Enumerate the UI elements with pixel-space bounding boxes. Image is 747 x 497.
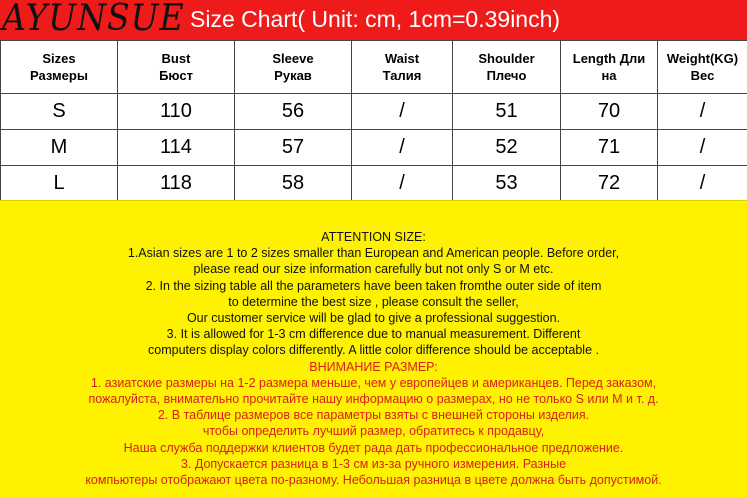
table-row — [1, 166, 747, 202]
column-header-sleeve: Sleeve Рукав — [235, 41, 352, 94]
table-cell: / — [352, 166, 453, 202]
table-cell: 72 — [561, 166, 658, 202]
column-header-waist: Waist Талия — [352, 41, 453, 94]
column-header-shoulder: Shoulder Плечо — [453, 41, 561, 94]
table-cell: 56 — [235, 94, 352, 130]
notice-line-ru: пожалуйста, внимательно прочитайте нашу информацию о размерах, но не только S или M и т. д. — [88, 392, 659, 407]
notice-line: 1.Asian sizes are 1 to 2 sizes smaller than European and American people. Before order, — [127, 246, 620, 261]
table-row — [1, 130, 747, 166]
notice-line-ru: 3. Допускается разница в 1-3 см из-за ручного измерения. Разные — [180, 456, 567, 471]
table-cell: 51 — [453, 94, 561, 130]
notice-line-ru: компьютеры отображают цвета по-разному. Небольшая разница в цвете должна быть допустимой. — [85, 473, 662, 488]
table-cell: M — [1, 130, 118, 166]
table-cell: 110 — [118, 94, 235, 130]
notice-line: computers display colors differently. A little color difference should be acceptable . — [148, 343, 599, 358]
column-header-bust: Bust Бюст — [118, 41, 235, 94]
notice-line: 2. In the sizing table all the parameters have been taken fromthe outer side of item — [145, 278, 602, 293]
column-header-size: Sizes Размеры — [1, 41, 118, 94]
column-header-length: Length Дли на — [561, 41, 658, 94]
column-header-weight: Weight(KG) Вес — [658, 41, 747, 94]
table-cell: 70 — [561, 94, 658, 130]
table-cell: 58 — [235, 166, 352, 202]
table-cell: 71 — [561, 130, 658, 166]
brand-logo-text: AYUNSUE — [2, 0, 185, 39]
notice-line: to determine the best size , please consult the seller, — [228, 294, 519, 309]
table-cell: 114 — [118, 130, 235, 166]
table-cell: / — [352, 94, 453, 130]
notice-line: ATTENTION SIZE: — [321, 230, 426, 244]
size-chart-header — [0, 0, 747, 40]
table-cell: L — [1, 166, 118, 202]
notice-line-ru: ВНИМАНИЕ РАЗМЕР: — [309, 359, 438, 374]
table-cell: 52 — [453, 130, 561, 166]
notice-line-ru: 1. азиатские размеры на 1-2 размера меньше, чем у европейцев и американцев. Перед заказом, — [90, 375, 657, 390]
size-notice-panel — [0, 200, 747, 497]
size-table — [0, 40, 747, 202]
notice-line: please read our size information carefully but not only S or M etc. — [193, 262, 554, 277]
table-header-row — [1, 41, 747, 94]
table-cell: / — [658, 94, 747, 130]
table-cell: 118 — [118, 166, 235, 202]
table-cell: / — [658, 130, 747, 166]
table-cell: S — [1, 94, 118, 130]
notice-line: Our customer service will be glad to give a professional suggestion. — [186, 311, 561, 326]
table-row — [1, 94, 747, 130]
table-cell: / — [658, 166, 747, 202]
table-cell: 57 — [235, 130, 352, 166]
notice-line-ru: 2. В таблице размеров все параметры взяты с внешней стороны изделия. — [157, 408, 590, 423]
table-cell: 53 — [453, 166, 561, 202]
size-chart-title: Size Chart( Unit: cm, 1cm=0.39inch) — [190, 6, 561, 32]
table-cell: / — [352, 130, 453, 166]
notice-line: 3. It is allowed for 1-3 cm difference due to manual measurement. Different — [166, 327, 581, 342]
notice-line-ru: Наша служба поддержки клиентов будет рада дать профессиональное предложение. — [123, 440, 624, 455]
notice-line-ru: чтобы определить лучший размер, обратитесь к продавцу, — [202, 424, 545, 439]
